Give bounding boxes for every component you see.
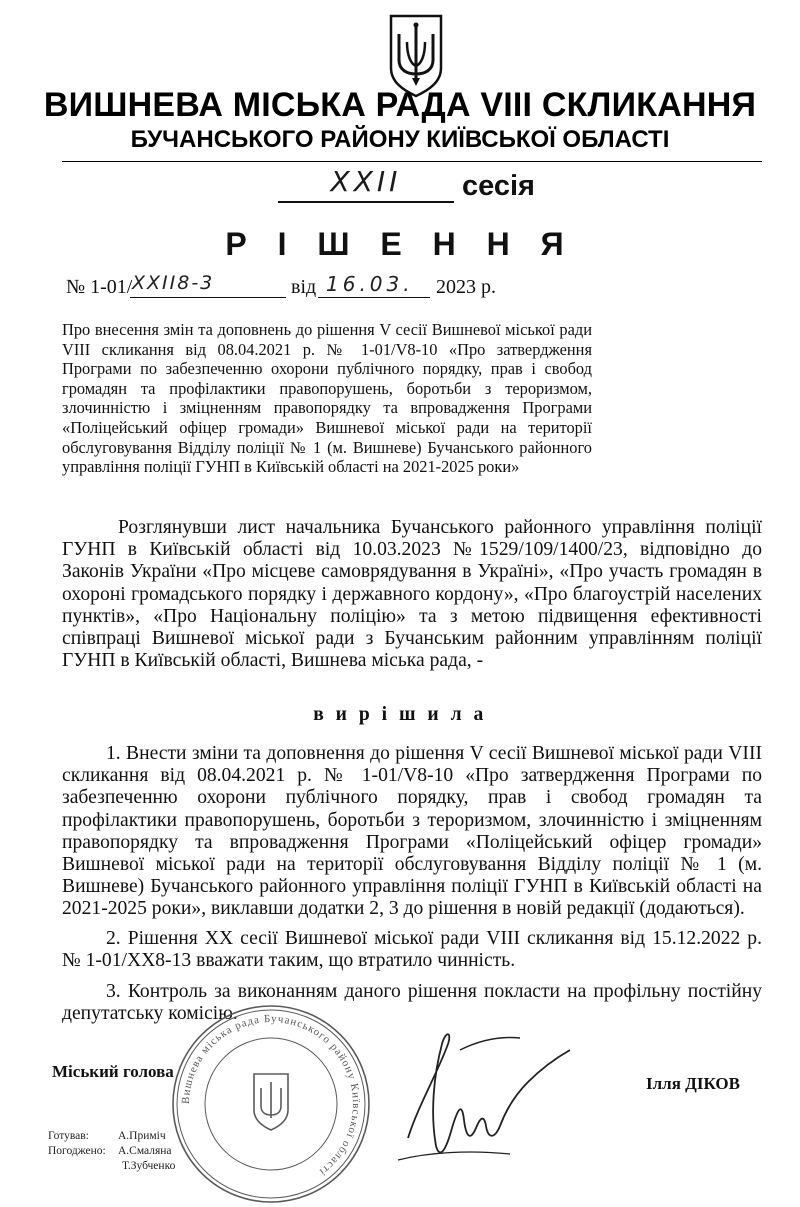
agreed-by-label: Погоджено: [48, 1145, 106, 1157]
mayor-label: Міський голова [52, 1062, 174, 1081]
decision-item-2: 2. Рішення XX сесії Вишневої міської ради VIII скликання від 15.12.2022 р. № 1-01/XX8-13 вважати таким, що втратило чинність. [62, 928, 762, 972]
council-subtitle: БУЧАНСЬКОГО РАЙОНУ КИЇВСЬКОЇ ОБЛАСТІ [130, 126, 670, 153]
document-type-title: Р І Ш Е Н Н Я [225, 226, 575, 262]
decision-number-underline [130, 297, 286, 298]
header-rule [62, 161, 762, 162]
session-number-handwritten: XXII [330, 165, 402, 198]
prepared-by-label: Готував: [48, 1130, 89, 1142]
decision-date-underline [318, 297, 430, 298]
mayor-name: Ілля ДІКОВ [646, 1074, 740, 1093]
seal-text: Вишнева міська рада Бучанського району Київської області [179, 1012, 363, 1179]
decision-item-1: 1. Внести зміни та доповнення до рішення V сесії Вишневої міської ради VIII скликання від 08.04.2021 р. № 1-01/V8-10 «Про затвердження Програми по забезпеченню охорони публічного порядку, прав і свобод громадян та профілактики правопорушень, боротьби з тероризмом, злочинністю і зміцненням правопорядку та впровадження Програми «Поліцейський офіцер громади» Вишневої міської ради на території обслуговування Відділу поліції № 1 (м. Вишневе) Бучанського районного управління поліції ГУНП в Київській області на 2021-2025 роки», виклавши додатки 2, 3 до рішення в новій редакції (додаються). [62, 743, 762, 920]
session-underline [278, 201, 454, 203]
decision-subject: Про внесення змін та доповнень до рішення V сесії Вишневої міської ради VIII скликання від 08.04.2021 р. № 1-01/V8-10 «Про затвердження Програми по забезпеченню охорони публічного порядку, прав і свобод громадян та профілактики правопорушень, боротьби з тероризмом, злочинністю і зміцненням правопорядку та впровадження Програми «Поліцейський офіцер громади» Вишневої міської ради на території обслуговування Відділу поліції № 1 (м. Вишневе) Бучанського районного управління поліції ГУНП в Київській області на 2021-2025 роки» [62, 320, 592, 477]
decision-date-handwritten: 16.03. [326, 272, 414, 296]
decision-number-handwritten: XXII8-3 [132, 272, 215, 294]
preamble-paragraph: Розглянувши лист начальника Бучанського районного управління поліції ГУНП в Київській області від 10.03.2023 №1529/109/1400/23, відповідно до Законів України «Про місцеве самоврядування в Україні», «Про участь громадян в охороні громадського порядку і державного кордону», «Про благоустрій населених пунктів», «Про Національну поліцію» та з метою підвищення ефективності співпраці Вишневої міської ради з Бучанським районним управлінням поліції ГУНП в Київській області, Вишнева міська рада, - [62, 517, 762, 672]
prepared-by-name: А.Приміч [118, 1130, 166, 1142]
decided-heading: в и р і ш и л а [313, 704, 487, 725]
mayor-signature [390, 1010, 590, 1170]
decision-item-3: 3. Контроль за виконанням даного рішення покласти на профільну постійну депутатську комісію. [62, 981, 762, 1025]
date-from-label: від [291, 276, 317, 298]
decision-number-prefix: № 1-01/ [66, 276, 133, 298]
session-label: сесія [462, 170, 535, 202]
official-seal [166, 1002, 376, 1207]
agreed-by-name: Т.Зубченко [122, 1160, 176, 1172]
agreed-by-name: А.Смаляна [118, 1145, 172, 1157]
decision-year: 2023 р. [436, 276, 496, 298]
council-title: ВИШНЕВА МІСЬКА РАДА VIII СКЛИКАННЯ [43, 86, 757, 124]
